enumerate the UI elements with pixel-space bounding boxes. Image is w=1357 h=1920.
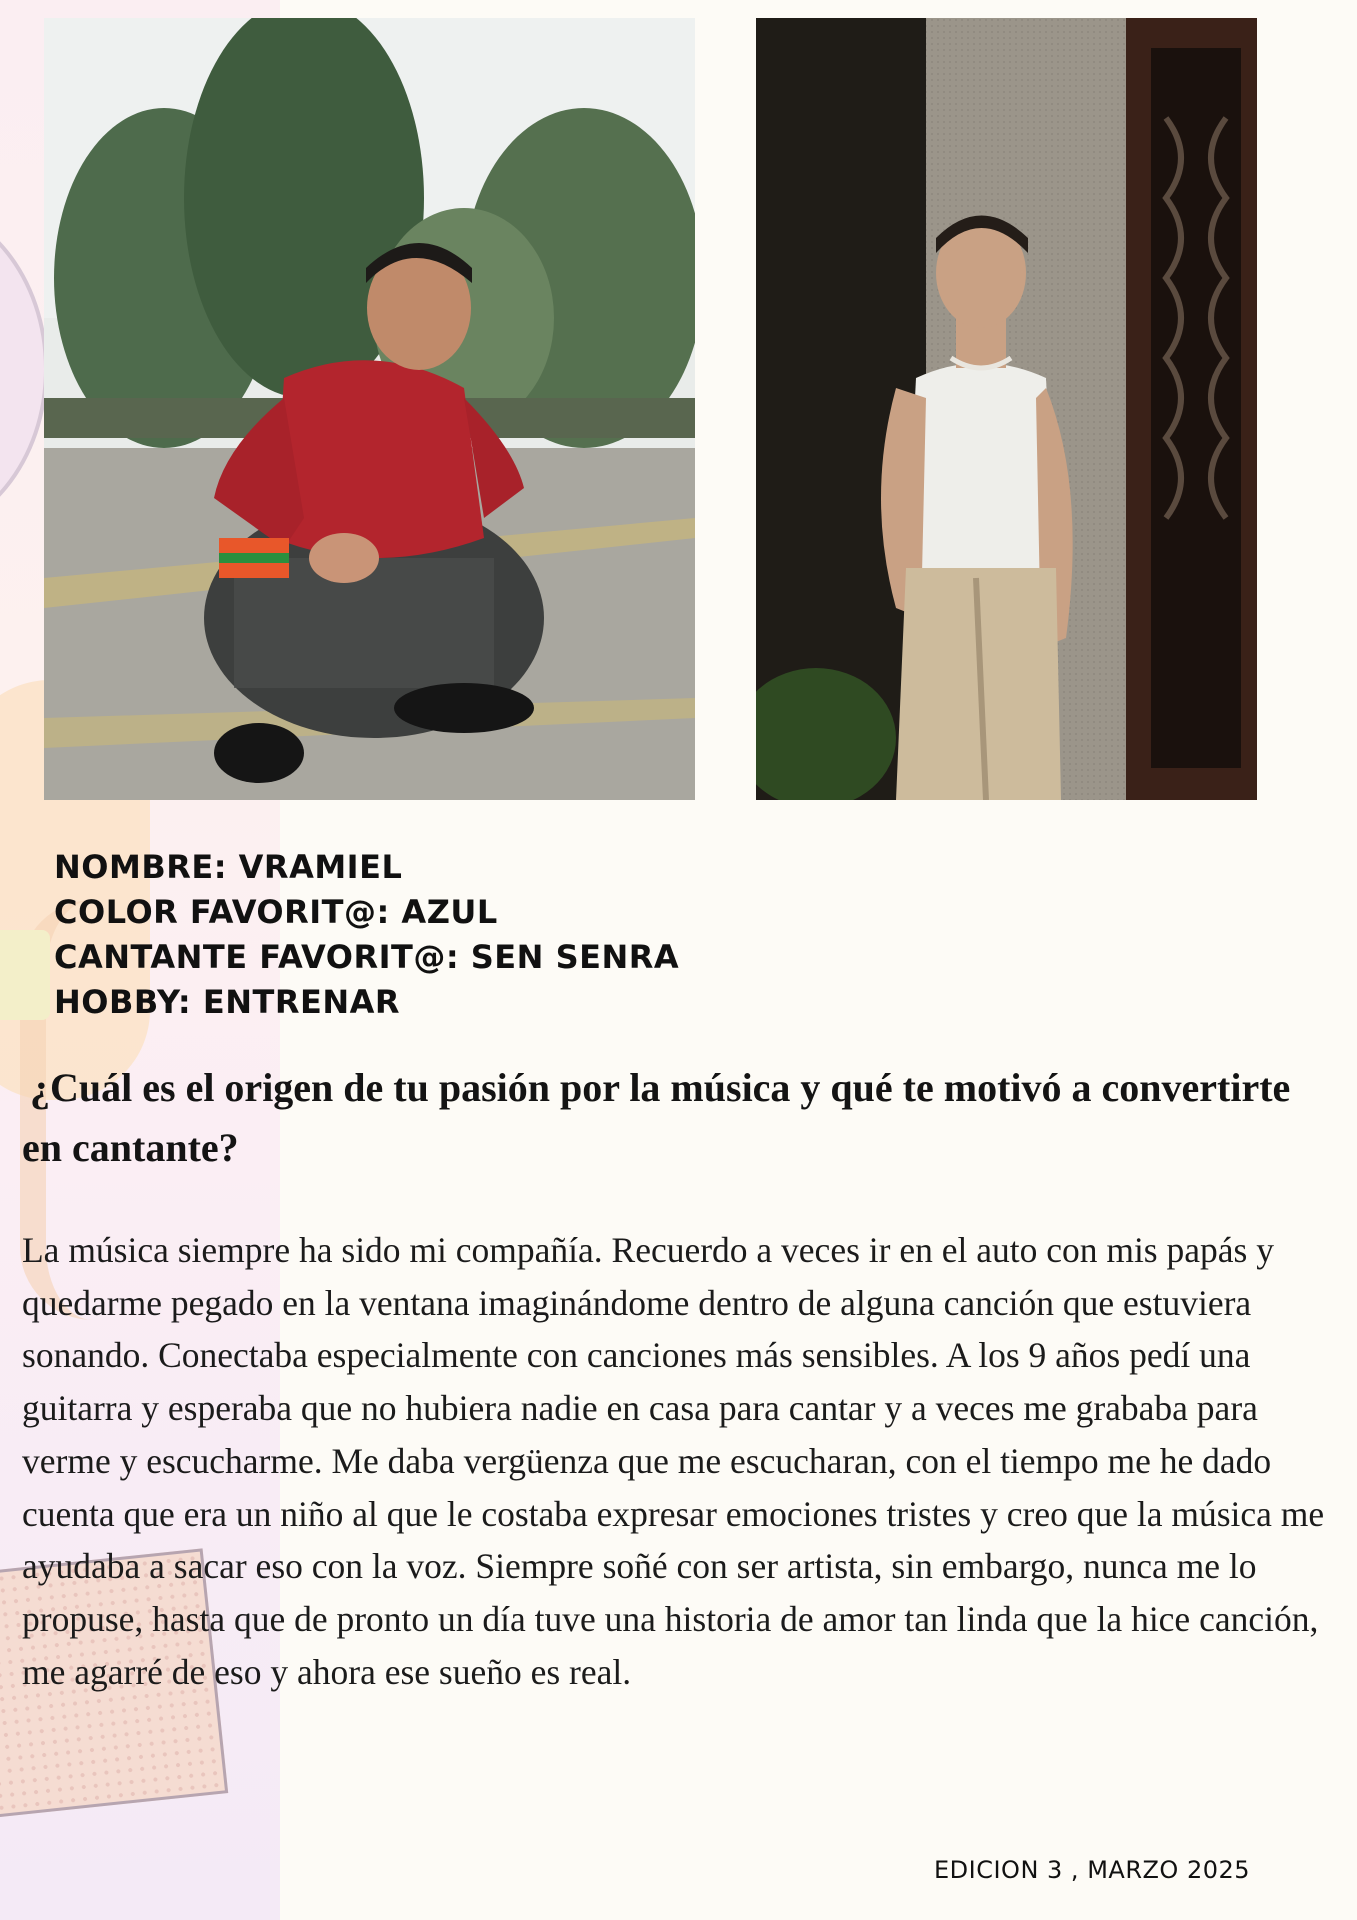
interview-question: ¿Cuál es el origen de tu pasión por la música y qué te motivó a convertirte en cantante? xyxy=(22,1065,1291,1170)
fact-value: VRAMIEL xyxy=(238,848,403,886)
fact-value: ENTRENAR xyxy=(202,983,400,1021)
fact-color xyxy=(54,890,679,935)
fact-singer xyxy=(54,935,679,980)
edition-footer: EDICION 3 , MARZO 2025 xyxy=(934,1856,1251,1884)
photo-right xyxy=(756,18,1257,800)
fact-label: CANTANTE FAVORIT@: xyxy=(54,938,460,976)
fact-value: AZUL xyxy=(401,893,498,931)
decorative-dots xyxy=(0,930,50,1020)
fact-label: NOMBRE: xyxy=(54,848,228,886)
fact-label: COLOR FAVORIT@: xyxy=(54,893,390,931)
fact-hobby xyxy=(54,980,679,1025)
fact-value: SEN SENRA xyxy=(470,938,680,976)
interview-answer: La música siempre ha sido mi compañía. Recuerdo a veces ir en el auto con mis papás y quedarme pegado en la ventana imaginándome dentro de alguna canción que estuviera sonando. Conectaba especialmente con canciones más sensibles. A los 9 años pedí una guitarra y esperaba que no hubiera nadie en casa para cantar y a veces me grababa para verme y escucharme. Me daba vergüenza que me escucharan, con el tiempo me he dado cuenta que era un niño al que le costaba expresar emociones tristes y creo que la música me ayudaba a sacar eso con la voz. Siempre soñé con ser artista, sin embargo, nunca me lo propuse, hasta que de pronto un día tuve una historia de amor tan linda que la hice canción, me agarré de eso y ahora ese sueño es real. xyxy=(22,1230,1325,1692)
fact-name xyxy=(54,845,679,890)
profile-facts xyxy=(54,845,679,1025)
fact-label: HOBBY: xyxy=(54,983,192,1021)
photo-left xyxy=(44,18,695,800)
